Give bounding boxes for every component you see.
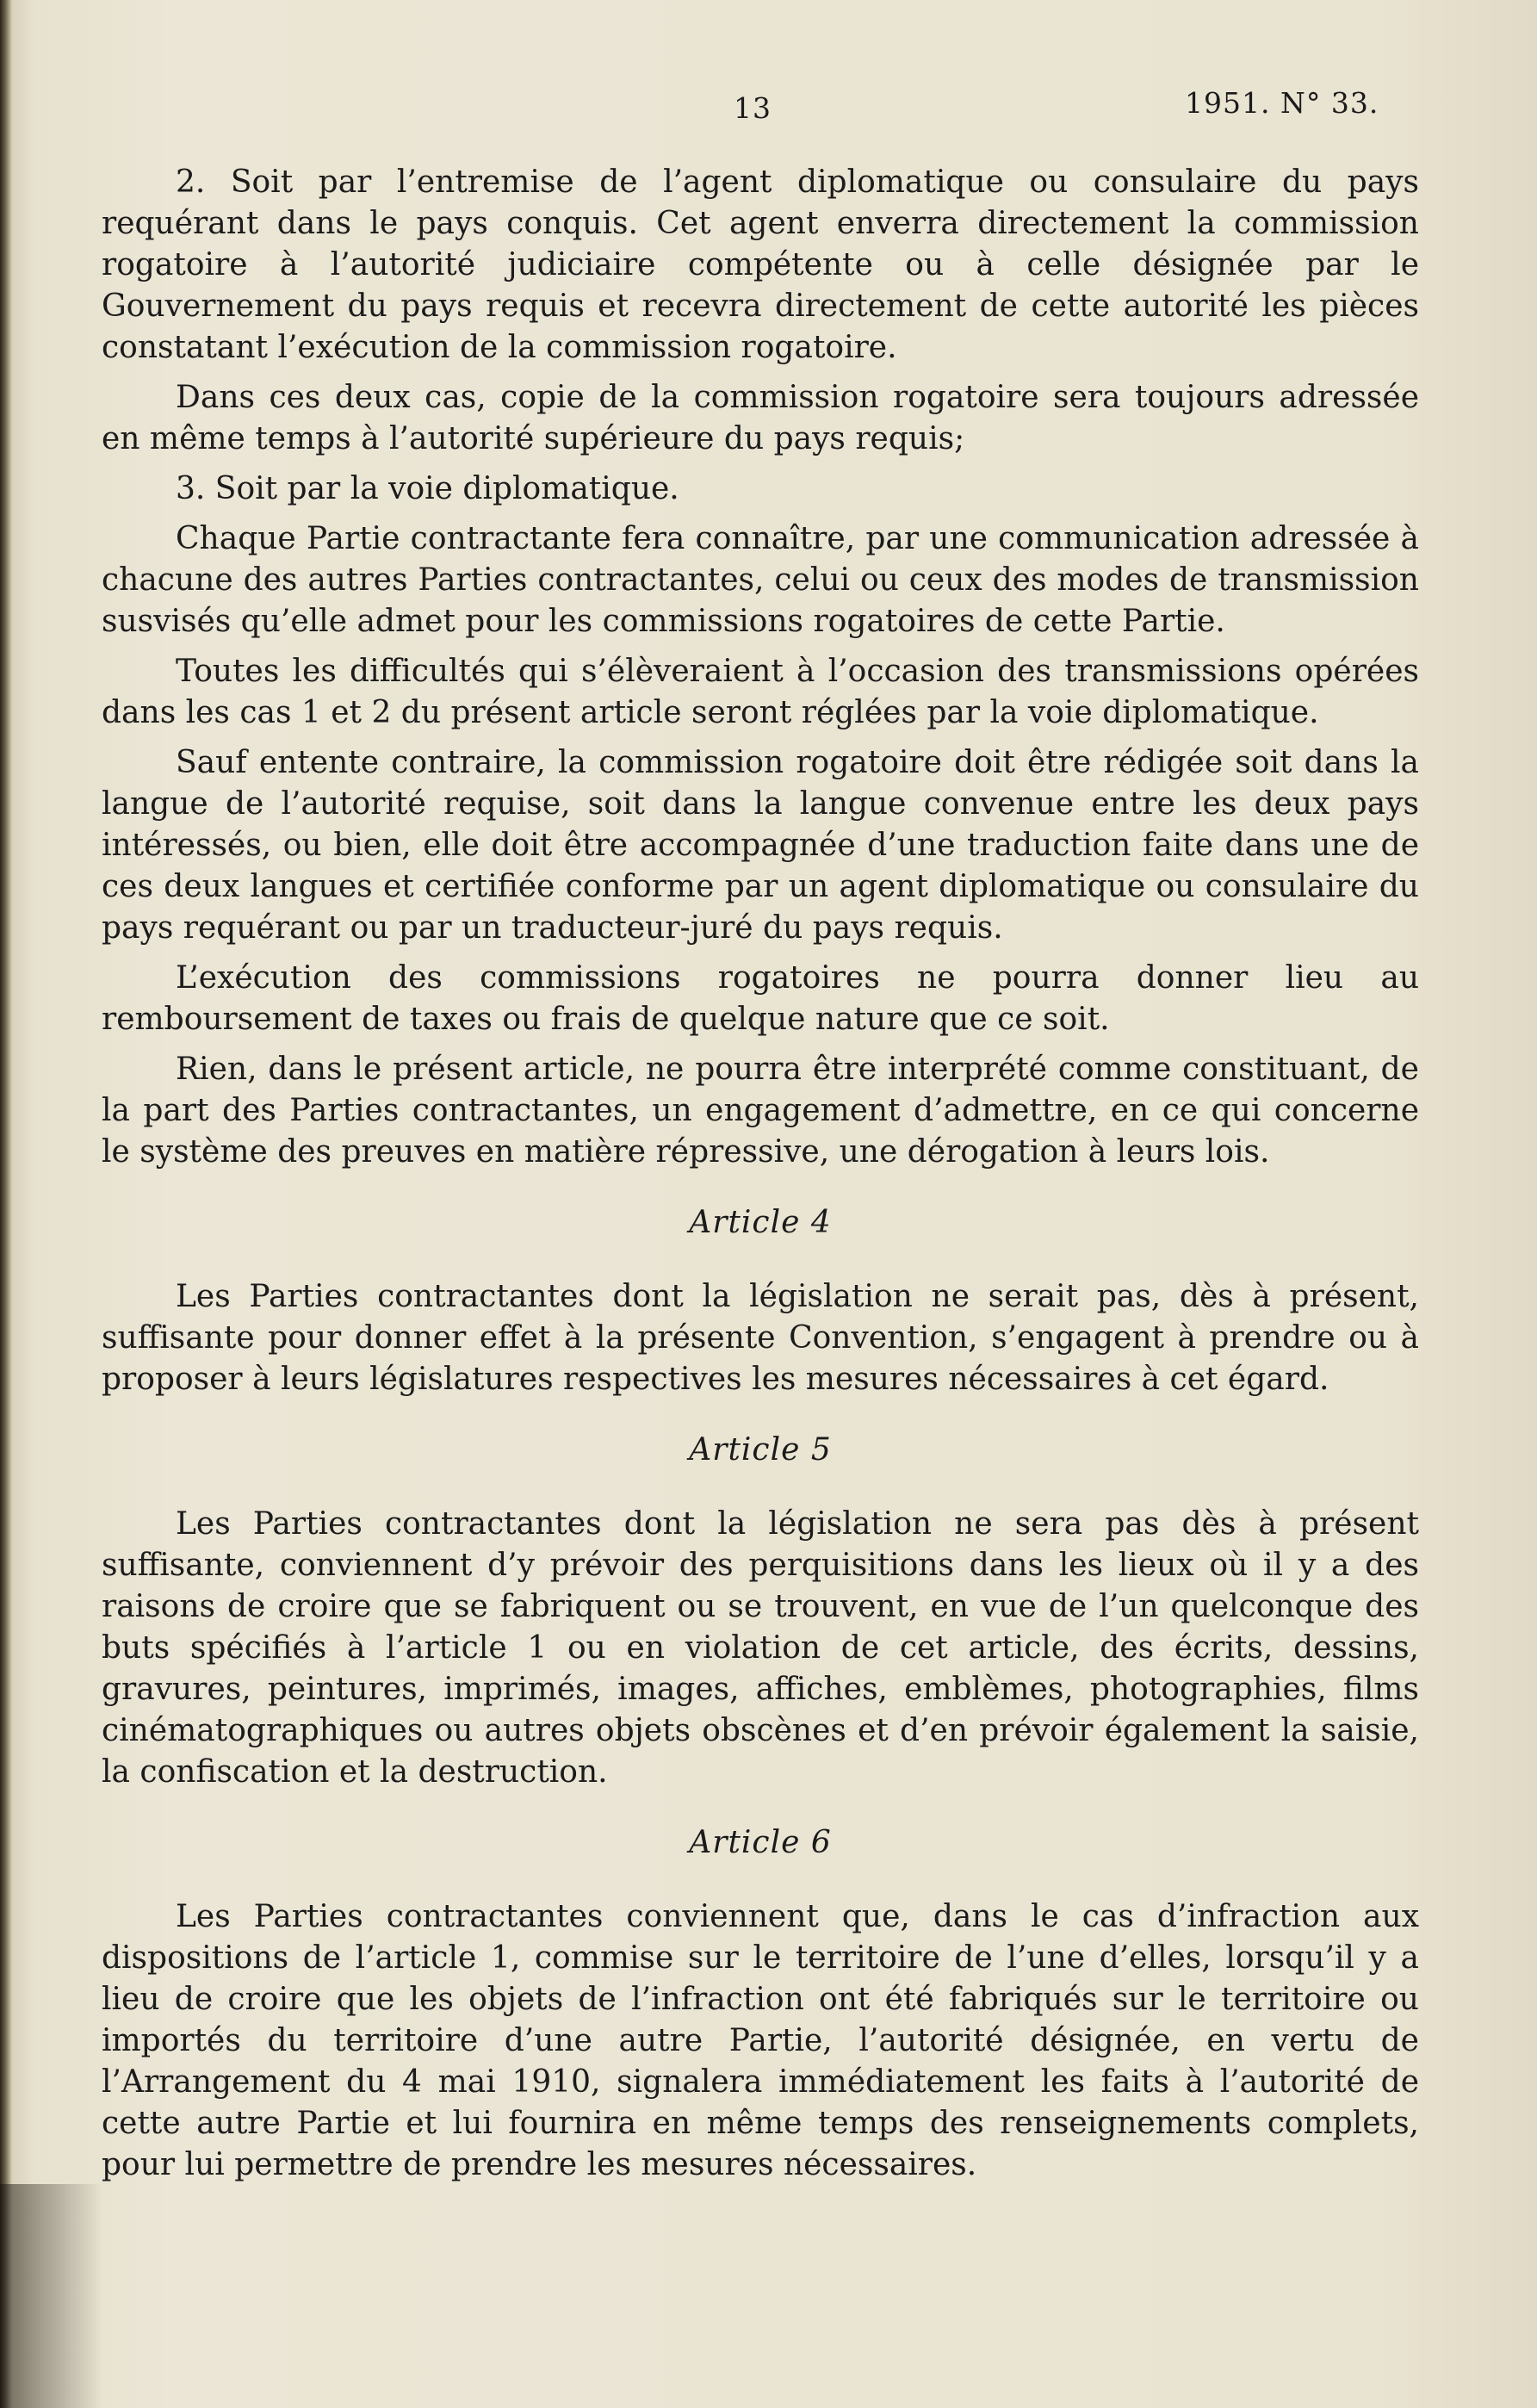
document-body bbox=[102, 162, 1419, 2194]
paragraph-language: Sauf entente contraire, la commission rogatoire doit être rédigée soit dans la langue de l’autorité requise, soit dans la langue convenue entre les deux pays intéressés, ou bien, elle doit être accompagnée d’une traduction faite dans une de ces deux langues et certifiée conforme par un agent diplomatique ou consulaire du pays requérant ou par un traducteur-juré du pays requis. bbox=[102, 745, 1419, 946]
page-number: 13 bbox=[734, 91, 772, 125]
article-6-text: Les Parties contractantes conviennent que, dans le cas d’infraction aux dispositions de l’article 1, commise sur le territoire de l’une d’elles, lorsqu’il y a lieu de croire que les objets de l’infraction ont été fabriqués sur le territoire ou importés du territoire d’une autre Partie, l’autorité désignée, en vertu de l’Arrangement du 4 mai 1910, signalera immédiatement les faits à l’autorité de cette autre Partie et lui fournira en même temps des renseignements complets, pour lui permettre de prendre les mesures nécessaires. bbox=[102, 1899, 1419, 2182]
paragraph-transmission-modes: Chaque Partie contractante fera connaître, par une communication adressée à chacune des autres Parties contractantes, celui ou ceux des modes de transmission susvisés qu’elle admet pour les commissions rogatoires de cette Partie. bbox=[102, 521, 1419, 639]
paragraph-copy-note: Dans ces deux cas, copie de la commission rogatoire sera toujours adressée en même temps à l’autorité supérieure du pays requis; bbox=[102, 380, 1419, 456]
paragraph-no-fees: L’exécution des commissions rogatoires ne pourra donner lieu au remboursement de taxes ou frais de quelque nature que ce soit. bbox=[102, 960, 1419, 1037]
paragraph-item-3: 3. Soit par la voie diplomatique. bbox=[176, 471, 679, 506]
page-corner-shadow bbox=[0, 2184, 103, 2408]
article-5-text: Les Parties contractantes dont la législation ne sera pas dès à présent suffisante, conviennent d’y prévoir des perquisitions dans les lieux où il y a des raisons de croire que se fabriquent ou se trouvent, en vue de l’un quelconque des buts spécifiés à l’article 1 ou en violation de cet article, des écrits, dessins, gravures, peintures, imprimés, images, affiches, emblèmes, photographies, films cinématographiques ou autres objets obscènes et d’en prévoir également la saisie, la confiscation et la destruction. bbox=[102, 1506, 1419, 1790]
article-4-text: Les Parties contractantes dont la législation ne serait pas, dès à présent, suffisante pour donner effet à la présente Convention, s’engagent à prendre ou à proposer à leurs législatures respectives les mesures nécessaires à cet égard. bbox=[102, 1279, 1419, 1397]
page-binding-edge bbox=[0, 0, 12, 2408]
document-reference: 1951. N° 33. bbox=[1185, 86, 1379, 120]
page-header bbox=[0, 84, 1537, 136]
paragraph-no-derogation: Rien, dans le présent article, ne pourra être interprété comme constituant, de la part des Parties contractantes, un engagement d’admettre, en ce qui concerne le système des preuves en matière répressive, une dérogation à leurs lois. bbox=[102, 1052, 1419, 1170]
article-4-heading: Article 4 bbox=[689, 1205, 832, 1240]
paragraph-item-2: 2. Soit par l’entremise de l’agent diplomatique ou consulaire du pays requérant dans le pays conquis. Cet agent enverra directement la commission rogatoire à l’autorité judiciaire compétente ou à celle désignée par le Gouvernement du pays requis et recevra directement de cette autorité les pièces constatant l’exécution de la commission rogatoire. bbox=[102, 164, 1419, 365]
paragraph-difficulties: Toutes les difficultés qui s’élèveraient à l’occasion des transmissions opérées dans les cas 1 et 2 du présent article seront réglées par la voie diplomatique. bbox=[102, 654, 1419, 730]
article-5-heading: Article 5 bbox=[689, 1432, 832, 1468]
article-6-heading: Article 6 bbox=[689, 1825, 832, 1860]
